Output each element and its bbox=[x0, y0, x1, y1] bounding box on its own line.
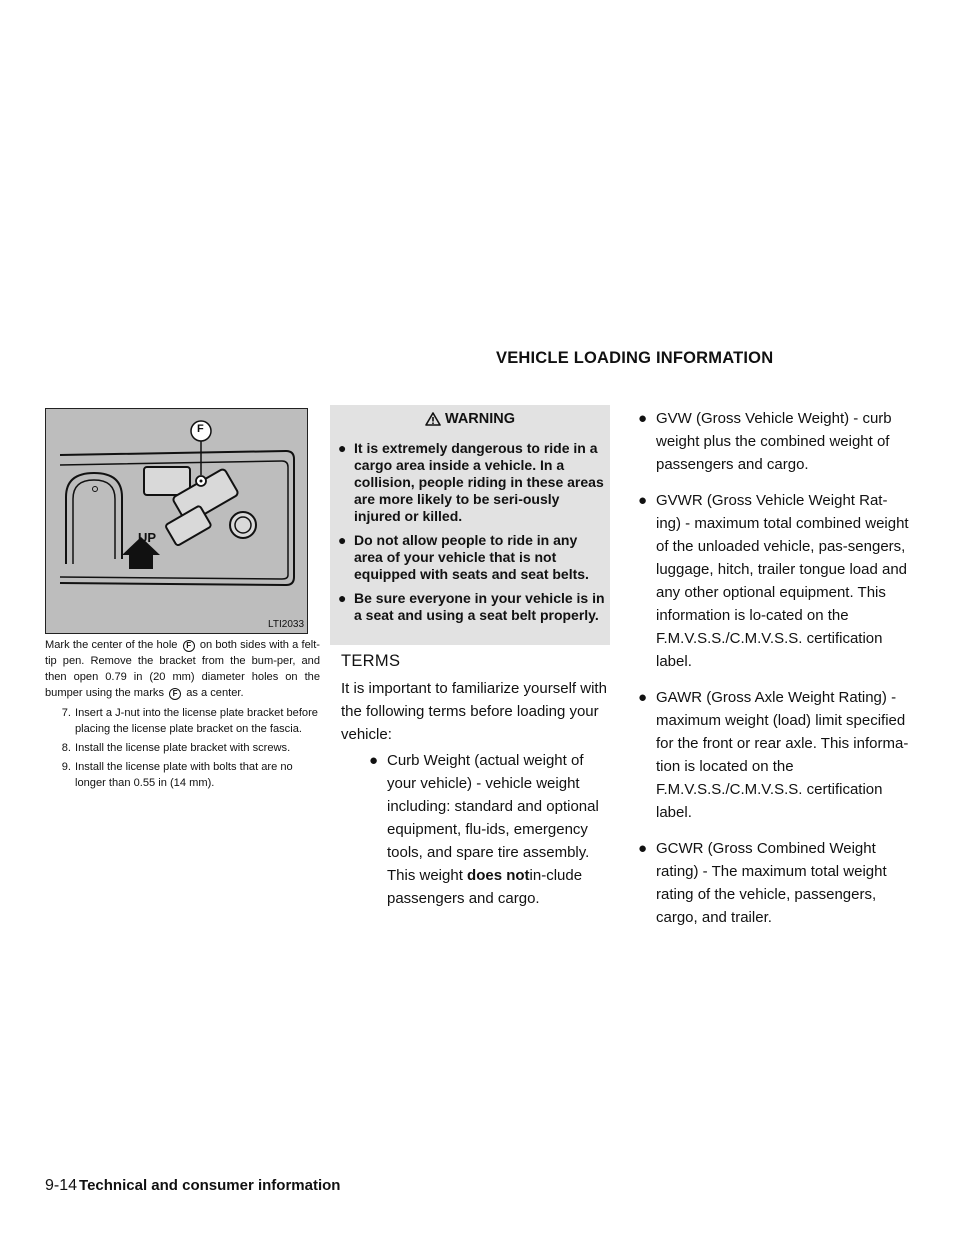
list-item: ● GVWR (Gross Vehicle Weight Rat-ing) - maximum total combined weight of the unloaded vehicle, pas-sengers, luggage, hitch, trailer tongue load and any other optional equipment. This information is lo-cated on the F.M.V.S.S./C.M.V.S.S. certification label. bbox=[638, 492, 909, 670]
mark-f-icon: F bbox=[183, 640, 195, 652]
list-item: 9. Install the license plate with bolts that are no longer than 0.55 in (14 mm). bbox=[61, 761, 293, 789]
list-item: ● It is extremely dangerous to ride in a cargo area inside a vehicle. In a collision, people riding in these areas are more likely to be seri-ously injured or killed. bbox=[338, 440, 604, 524]
terms-heading: TERMS bbox=[341, 652, 401, 670]
warning-box bbox=[330, 405, 610, 645]
section-title: VEHICLE LOADING INFORMATION bbox=[496, 349, 774, 367]
page-footer bbox=[45, 1177, 340, 1195]
terms-intro: It is important to familiarize yourself with the following terms before loading your vehicle: bbox=[341, 680, 607, 743]
license-plate-bracket-figure bbox=[45, 408, 308, 634]
warning-title: WARNING bbox=[444, 411, 516, 427]
list-item: ● Be sure everyone in your vehicle is in a seat and using a seat belt properly. bbox=[338, 590, 605, 623]
list-item: 8. Install the license plate bracket with screws. bbox=[61, 742, 291, 754]
warning-list bbox=[330, 440, 610, 624]
footer-title: Technical and consumer information bbox=[79, 1177, 341, 1194]
list-item: 7. Insert a J-nut into the license plate bracket before placing the license plate bracket on the fascia. bbox=[61, 707, 318, 735]
callout-letter-f: F bbox=[197, 423, 204, 435]
list-item: ● Curb Weight (actual weight of your vehicle) - vehicle weight including: standard and optional equipment, flu-ids, emergency tools, and spare tire assembly. This weight does notin-clude passengers and cargo. bbox=[369, 752, 599, 907]
terms-section bbox=[341, 650, 613, 910]
step-list bbox=[45, 705, 320, 791]
left-column bbox=[45, 637, 320, 791]
terms-continued bbox=[636, 407, 912, 942]
up-label: UP bbox=[138, 530, 157, 545]
mark-f-icon: F bbox=[169, 688, 181, 700]
bumper-diagram bbox=[46, 409, 306, 632]
figure-id: LTI2033 bbox=[268, 619, 304, 630]
list-item: ● GVW (Gross Vehicle Weight) - curb weight plus the combined weight of passengers and cargo. bbox=[638, 410, 892, 473]
list-item: ● Do not allow people to ride in any area of your vehicle that is not equipped with seats and seat belts. bbox=[338, 532, 589, 582]
page-number: 9-14 bbox=[45, 1177, 78, 1194]
list-item: ● GAWR (Gross Axle Weight Rating) - maximum weight (load) limit specified for the front or rear axle. This informa-tion is located on the F.M.V.S.S./C.M.V.S.S. certification label. bbox=[638, 689, 909, 821]
bracket-instructions: Mark the center of the hole F on both sides with a felt-tip pen. Remove the bracket from the bum-per, and then open 0.79 in (20 mm) diameter holes on the bumper using the marks F as a center. bbox=[45, 639, 320, 699]
warning-triangle-icon bbox=[425, 412, 441, 426]
list-item: ● GCWR (Gross Combined Weight rating) - The maximum total weight rating of the vehicle, passengers, cargo, and trailer. bbox=[638, 840, 887, 926]
warning-header bbox=[330, 405, 610, 433]
